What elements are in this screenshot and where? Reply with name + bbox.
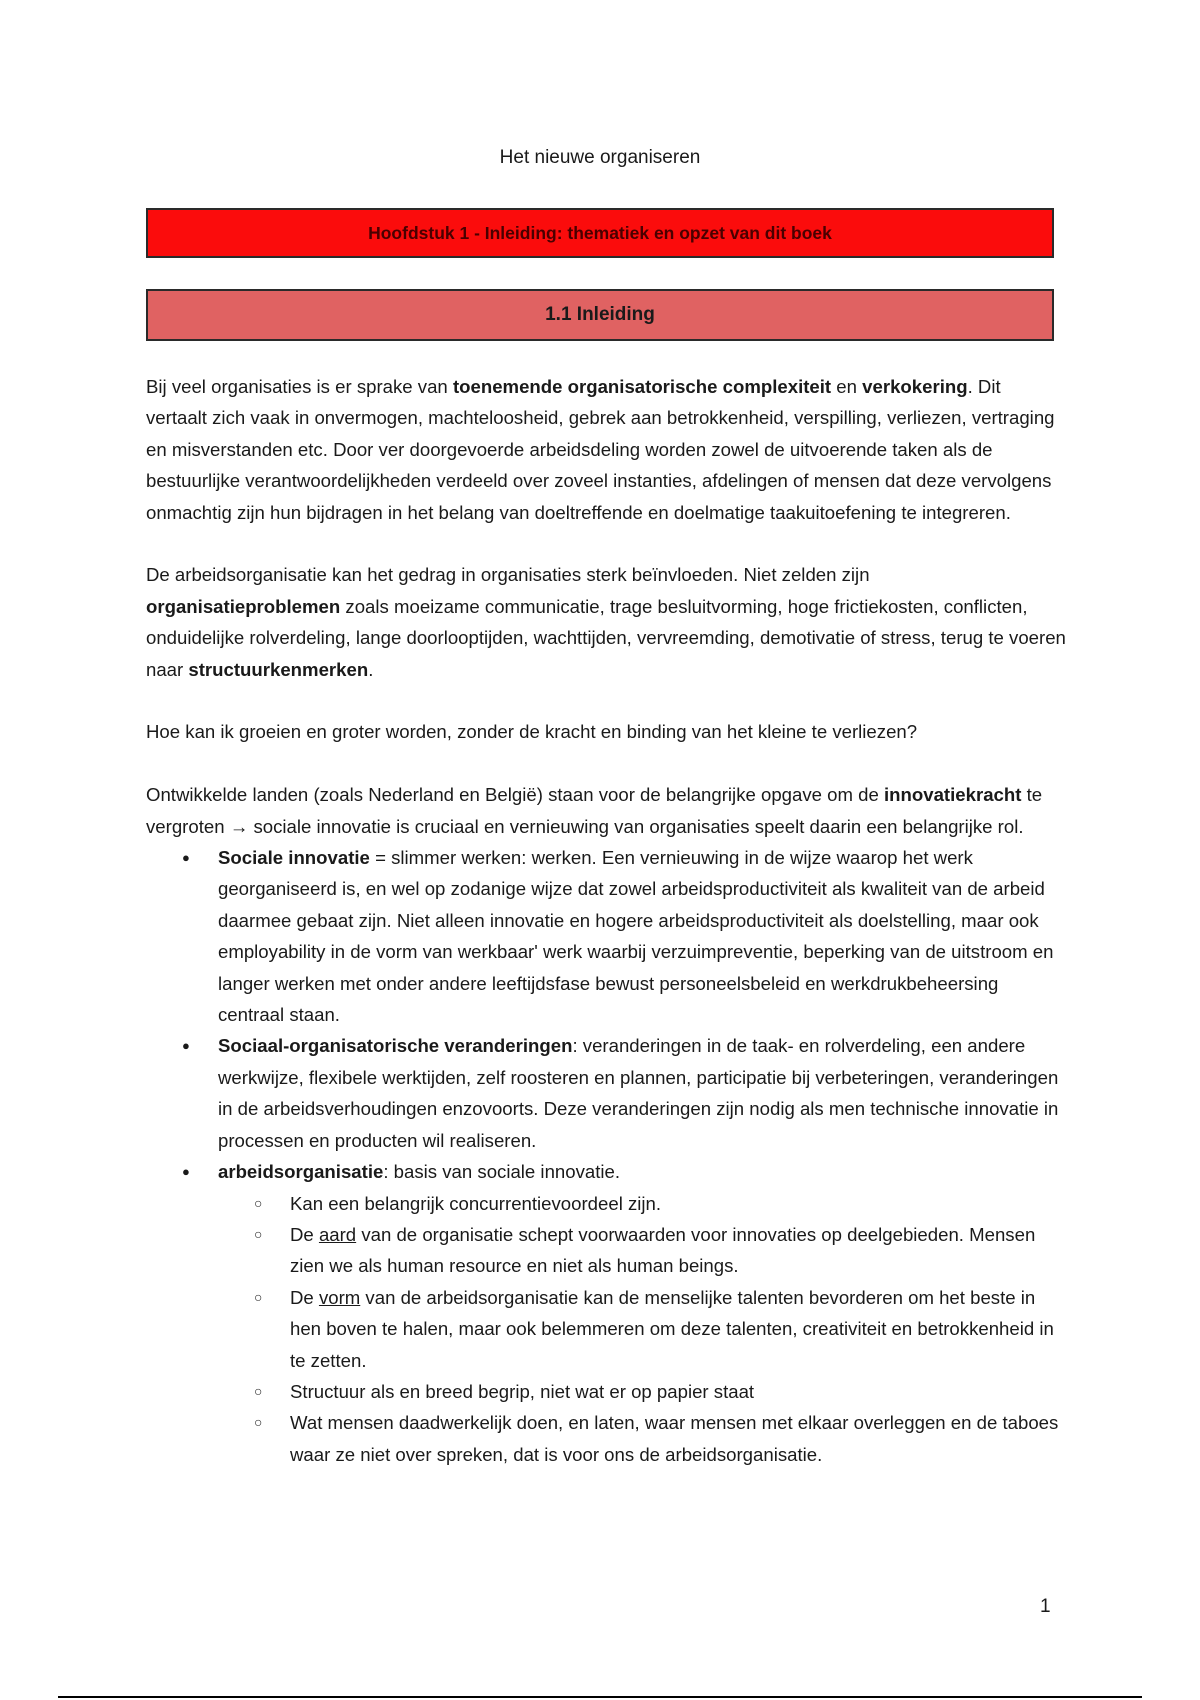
sub-bullet-text: van de organisatie schept voorwaarden voor innovaties op deelgebieden. Mensen zien we als human resource en niet als human beings.: [290, 1223, 1036, 1277]
sub-bullet-text: van de arbeidsorganisatie kan de menselijke talenten bevorderen om het beste in hen boven te halen, maar ook belemmeren om deze talenten, creativiteit en betrokkenheid in te zetten.: [290, 1286, 1054, 1371]
para-text: en: [831, 376, 863, 397]
para-text: . Dit vertaalt zich vaak in onvermogen, machteloosheid, gebrek aan betrokkenheid, verspilling, verliezen, vertraging en misverstanden etc. Door ver doorgevoerde arbeidsdeling worden zowel de uitvoerende taken als de bestuurlijke verantwoordelijkheden verdeeld over zoveel instanties, afdelingen of mensen dat deze vervolgens onmachtig zijn hun bijdragen in het belang van doeltreffende en doelmatige taakuitoefening te integreren.: [146, 376, 1055, 523]
paragraph-arbeidsorganisatie: [146, 559, 1066, 685]
para-text: Ontwikkelde landen (zoals Nederland en België) staan voor de belangrijke opgave om de: [146, 784, 885, 806]
sub-bullet-item: [146, 1219, 1066, 1282]
bullet-item: [146, 842, 1066, 1030]
sub-bullet-item: [146, 1407, 1066, 1470]
sub-bullet-list: [218, 1188, 1066, 1471]
sub-bullet-item: [146, 1282, 1066, 1376]
bullet-text: = slimmer werken: werken. Een vernieuwing in de wijze waarop het werk georganiseerd is, en wel op zodanige wijze dat zowel arbeidsproductiviteit als kwaliteit van de arbeid daarmee gebaat zijn. Niet alleen innovatie en hogere arbeidsproductiviteit als doelstelling, maar ook employability in de vorm van werkbaar' werk waarbij verzuimpreventie, beperking van de uitstroom en langer werken met onder andere leeftijdsfase bewust personeelsbeleid en werkdrukbeheersing centraal staan.: [218, 847, 1054, 1026]
bold-term: structuurkenmerken: [188, 658, 369, 680]
section-heading-box: [146, 289, 1054, 341]
bullet-term: Sociale innovatie: [218, 847, 370, 869]
sub-bullet-text: Structuur als en breed begrip, niet wat er op papier staat: [290, 1380, 755, 1402]
sub-bullet-text: Kan een belangrijk concurrentievoordeel zijn.: [290, 1192, 662, 1214]
paragraph-complexity: [146, 371, 1066, 528]
section-heading: 1.1 Inleiding: [545, 304, 655, 325]
bullet-text: : basis van sociale innovatie.: [383, 1161, 621, 1183]
underlined-term: aard: [318, 1223, 357, 1245]
document-body: [146, 371, 1066, 1470]
chapter-heading: Hoofdstuk 1 - Inleiding: thematiek en opzet van dit boek: [368, 222, 832, 243]
bullet-term: Sociaal-organisatorische veranderingen: [218, 1035, 573, 1057]
page-bottom-rule: [58, 1696, 1142, 1698]
bold-term: organisatieproblemen: [146, 595, 341, 617]
sub-bullet-text: De: [290, 1286, 319, 1308]
sub-bullet-item: [146, 1188, 1066, 1219]
bullet-text: : veranderingen in de taak- en rolverdeling, een andere werkwijze, flexibele werktijden, zelf roosteren en plannen, participatie bij verbeteringen, veranderingen in de arbeidsverhoudingen enzovoorts. Deze veranderingen zijn nodig als men technische innovatie in processen en producten wil realiseren.: [218, 1035, 1059, 1151]
bold-term: innovatiekracht: [884, 784, 1022, 806]
paragraph-question: Hoe kan ik groeien en groter worden, zonder de kracht en binding van het kleine te verliezen?: [146, 721, 918, 743]
page-number: 1: [1040, 1596, 1051, 1617]
bold-term: toenemende organisatorische complexiteit: [452, 376, 832, 397]
para-text: .: [368, 658, 374, 680]
chapter-heading-box: [146, 208, 1054, 258]
para-text: De arbeidsorganisatie kan het gedrag in organisaties sterk beïnvloeden. Niet zelden zijn: [146, 564, 870, 586]
page-title: Het nieuwe organiseren: [499, 147, 701, 168]
para-text: Bij veel organisaties is er sprake van: [146, 376, 453, 397]
bold-term: verkokering: [862, 376, 968, 397]
para-text: zoals moeizame communicatie, trage besluitvorming, hoge frictiekosten, conflicten, onduidelijke rolverdeling, lange doorlooptijden, wachttijden, vervreemding, demotivatie of stress, terug te voeren naar: [146, 595, 1066, 680]
sub-bullet-text: Wat mensen daadwerkelijk doen, en laten, waar mensen met elkaar overleggen en de taboes waar ze niet over spreken, dat is voor ons de arbeidsorganisatie.: [290, 1412, 1059, 1465]
para-text: te vergroten → sociale innovatie is cruciaal en vernieuwing van organisaties speelt daarin een belangrijke rol.: [146, 784, 1043, 837]
bullet-item: [146, 1030, 1066, 1156]
bullet-item: [146, 1156, 1066, 1470]
sub-bullet-text: De: [290, 1223, 319, 1245]
bullet-list: [146, 842, 1066, 1470]
underlined-term: vorm: [318, 1286, 361, 1308]
paragraph-innovation: [146, 779, 1066, 842]
bullet-term: arbeidsorganisatie: [218, 1161, 384, 1183]
sub-bullet-item: [146, 1376, 1066, 1407]
